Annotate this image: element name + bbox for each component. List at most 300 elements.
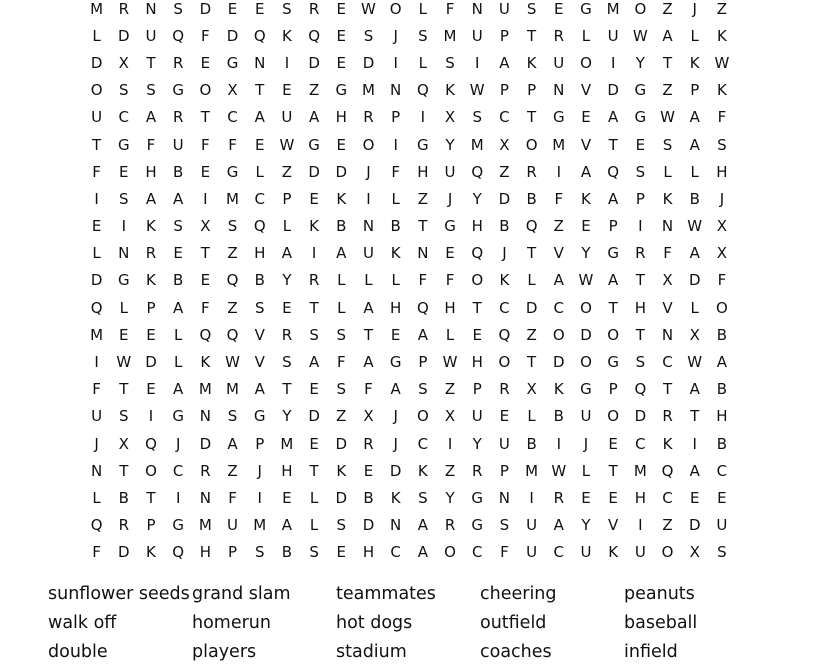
grid-letter: K — [390, 244, 401, 263]
grid-letter: T — [363, 325, 374, 344]
grid-letter: O — [580, 298, 592, 317]
grid-letter: I — [121, 217, 126, 236]
grid-letter: E — [581, 108, 591, 127]
grid-letter: A — [363, 298, 374, 317]
grid-letter: G — [308, 135, 320, 154]
grid-letter: Q — [471, 244, 484, 263]
grid-letter: U — [471, 407, 483, 426]
grid-letter: G — [226, 53, 239, 72]
grid-letter: L — [581, 26, 591, 45]
word-item: grand slam — [192, 584, 291, 604]
grid-letter: G — [607, 353, 619, 372]
grid-letter: Z — [417, 189, 428, 208]
grid-letter: A — [173, 380, 184, 399]
grid-letter: M — [633, 461, 647, 480]
grid-letter: J — [692, 0, 697, 18]
grid-letter: E — [282, 81, 292, 100]
grid-letter: O — [199, 81, 212, 100]
grid-letter: X — [499, 135, 510, 154]
grid-letter: P — [282, 189, 292, 208]
grid-letter: Q — [253, 26, 266, 45]
grid-letter: N — [145, 0, 157, 18]
grid-letter: N — [417, 244, 429, 263]
grid-letter: E — [146, 325, 156, 344]
grid-letter: F — [92, 380, 101, 399]
grid-letter: H — [444, 298, 456, 317]
grid-letter: B — [173, 162, 184, 181]
grid-letter: D — [308, 162, 320, 181]
grid-letter: E — [119, 162, 129, 181]
grid-letter: Q — [498, 325, 511, 344]
grid-letter: R — [635, 244, 646, 263]
grid-letter: V — [580, 135, 592, 154]
grid-letter: Q — [226, 271, 239, 290]
grid-letter: Z — [336, 407, 347, 426]
grid-letter: A — [689, 135, 700, 154]
grid-letter: G — [117, 271, 130, 290]
grid-letter: I — [475, 53, 480, 72]
grid-letter: T — [282, 380, 292, 399]
grid-letter: N — [553, 81, 565, 100]
grid-letter: E — [254, 135, 265, 154]
grid-letter: G — [444, 217, 456, 236]
grid-letter: P — [635, 189, 645, 208]
grid-letter: F — [445, 0, 455, 18]
grid-letter: Y — [282, 407, 292, 426]
grid-letter: F — [418, 271, 428, 290]
grid-letter: S — [363, 26, 374, 45]
grid-letter: K — [309, 217, 320, 236]
grid-letter: D — [362, 53, 375, 72]
grid-letter: O — [362, 135, 375, 154]
grid-letter: R — [662, 407, 673, 426]
grid-letter: L — [418, 53, 428, 72]
grid-letter: L — [92, 26, 101, 45]
grid-letter: I — [393, 135, 398, 154]
grid-letter: U — [91, 108, 103, 127]
grid-letter: N — [199, 407, 211, 426]
grid-letter: E — [581, 488, 591, 507]
word-item: peanuts — [624, 584, 695, 604]
grid-letter: D — [199, 0, 212, 18]
grid-letter: C — [227, 108, 238, 127]
grid-letter: J — [257, 461, 262, 480]
grid-letter: B — [173, 271, 184, 290]
grid-letter: S — [717, 135, 727, 154]
grid-letter: Z — [227, 298, 238, 317]
grid-letter: T — [527, 26, 537, 45]
grid-letter: S — [662, 135, 673, 154]
grid-letter: Q — [471, 162, 484, 181]
grid-letter: Q — [416, 298, 429, 317]
grid-letter: A — [308, 353, 320, 372]
grid-letter: X — [716, 217, 728, 236]
grid-letter: R — [526, 162, 537, 181]
word-item: players — [192, 642, 257, 662]
grid-letter: D — [90, 271, 103, 290]
grid-letter: K — [281, 26, 292, 45]
word-item: infield — [624, 642, 678, 662]
grid-letter: W — [632, 26, 648, 45]
grid-letter: A — [689, 244, 700, 263]
grid-letter: U — [444, 162, 456, 181]
grid-letter: F — [201, 135, 210, 154]
grid-letter: Q — [172, 543, 185, 562]
grid-letter: H — [335, 108, 347, 127]
grid-letter: O — [580, 353, 592, 372]
grid-letter: S — [309, 543, 319, 562]
grid-letter: G — [172, 516, 184, 535]
grid-letter: Z — [227, 461, 238, 480]
grid-letter: D — [362, 516, 375, 535]
grid-letter: S — [119, 189, 129, 208]
grid-letter: G — [634, 81, 647, 100]
grid-letter: O — [145, 461, 157, 480]
grid-letter: J — [447, 189, 453, 208]
grid-letter: C — [499, 298, 510, 317]
grid-letter: A — [173, 189, 184, 208]
word-list — [48, 582, 768, 669]
word-item: cheering — [480, 584, 557, 604]
grid-letter: L — [391, 271, 400, 290]
grid-letter: K — [662, 434, 673, 453]
grid-letter: C — [118, 108, 130, 127]
grid-letter: N — [390, 516, 402, 535]
grid-letter: K — [336, 461, 347, 480]
grid-letter: A — [390, 380, 401, 399]
grid-letter: N — [254, 53, 266, 72]
word-item: double — [48, 642, 108, 662]
grid-letter: Q — [226, 325, 239, 344]
grid-letter: K — [445, 81, 455, 100]
grid-letter: U — [145, 26, 157, 45]
grid-letter: D — [199, 434, 212, 453]
grid-letter: E — [200, 162, 211, 181]
grid-letter: T — [662, 380, 673, 399]
grid-letter: J — [366, 162, 371, 181]
grid-letter: L — [309, 488, 319, 507]
grid-letter: Y — [581, 244, 591, 263]
grid-letter: Y — [445, 488, 455, 507]
grid-letter: U — [227, 516, 239, 535]
grid-letter: M — [606, 0, 620, 18]
grid-letter: E — [146, 380, 156, 399]
grid-letter: U — [362, 244, 374, 263]
grid-letter: O — [607, 407, 620, 426]
grid-letter: Z — [227, 244, 238, 263]
grid-letter: F — [201, 298, 210, 317]
grid-letter: R — [118, 516, 129, 535]
grid-letter: S — [119, 407, 129, 426]
grid-letter: S — [635, 353, 646, 372]
grid-letter: F — [228, 488, 237, 507]
grid-letter: F — [92, 543, 101, 562]
grid-letter: U — [498, 434, 510, 453]
grid-letter: Z — [444, 461, 456, 480]
grid-letter: H — [634, 298, 646, 317]
grid-letter: X — [227, 81, 238, 100]
grid-letter: Z — [308, 81, 320, 100]
grid-letter: V — [254, 353, 265, 372]
grid-letter: J — [393, 26, 398, 45]
grid-letter: T — [608, 461, 618, 480]
grid-letter: I — [203, 189, 208, 208]
grid-letter: K — [146, 271, 156, 290]
grid-letter: O — [525, 135, 538, 154]
grid-letter: D — [335, 488, 348, 507]
grid-letter: E — [309, 434, 319, 453]
grid-letter: J — [393, 407, 398, 426]
grid-letter: S — [418, 488, 428, 507]
grid-letter: I — [366, 189, 371, 208]
grid-letter: A — [608, 271, 619, 290]
grid-letter: L — [690, 26, 699, 45]
grid-letter: P — [418, 353, 428, 372]
grid-letter: D — [688, 516, 701, 535]
grid-letter: I — [529, 488, 534, 507]
grid-letter: L — [364, 271, 373, 290]
grid-letter: S — [173, 217, 183, 236]
grid-letter: X — [526, 380, 537, 399]
grid-letter: M — [280, 434, 294, 453]
grid-letter: E — [336, 0, 347, 18]
grid-letter: P — [499, 461, 509, 480]
grid-letter: I — [556, 162, 561, 181]
grid-letter: O — [634, 0, 647, 18]
grid-letter: A — [417, 543, 428, 562]
grid-letter: B — [336, 217, 347, 236]
grid-letter: K — [390, 488, 401, 507]
grid-letter: Z — [662, 0, 673, 18]
grid-letter: Z — [553, 217, 564, 236]
grid-letter: X — [118, 434, 129, 453]
grid-letter: R — [118, 0, 129, 18]
grid-letter: S — [227, 217, 238, 236]
grid-letter: K — [662, 189, 673, 208]
grid-letter: K — [608, 543, 619, 562]
grid-letter: N — [471, 0, 483, 18]
grid-letter: J — [175, 434, 181, 453]
grid-letter: D — [553, 353, 565, 372]
grid-letter: C — [417, 434, 429, 453]
grid-letter: H — [390, 298, 402, 317]
grid-letter: C — [390, 543, 401, 562]
grid-letter: D — [335, 162, 348, 181]
grid-letter: S — [146, 81, 156, 100]
grid-letter: U — [498, 0, 510, 18]
grid-letter: X — [444, 108, 456, 127]
grid-letter: T — [146, 488, 156, 507]
grid-letter: Z — [499, 162, 510, 181]
grid-letter: U — [580, 407, 592, 426]
grid-letter: Y — [472, 434, 482, 453]
grid-letter: E — [472, 325, 482, 344]
grid-letter: N — [498, 488, 511, 507]
grid-letter: P — [146, 298, 156, 317]
grid-letter: T — [309, 461, 319, 480]
grid-letter: I — [284, 53, 290, 72]
grid-letter: T — [690, 407, 700, 426]
grid-letter: K — [716, 26, 727, 45]
grid-letter: G — [172, 81, 184, 100]
grid-letter: R — [363, 108, 374, 127]
grid-letter: E — [336, 135, 347, 154]
grid-letter: G — [117, 135, 130, 154]
grid-letter: A — [254, 380, 265, 399]
grid-letter: E — [608, 434, 618, 453]
grid-letter: X — [716, 244, 728, 263]
grid-letter: T — [608, 298, 618, 317]
grid-letter: M — [552, 135, 566, 154]
grid-letter: R — [172, 53, 184, 72]
word-item: hot dogs — [336, 613, 413, 633]
grid-letter: U — [526, 543, 538, 562]
grid-letter: T — [418, 217, 428, 236]
grid-letter: I — [94, 353, 99, 372]
grid-letter: I — [692, 434, 697, 453]
grid-letter: S — [635, 162, 646, 181]
grid-letter: S — [282, 0, 292, 18]
grid-letter: G — [226, 162, 239, 181]
grid-letter: E — [91, 217, 102, 236]
grid-letter: F — [663, 244, 672, 263]
grid-letter: B — [553, 407, 564, 426]
grid-letter: I — [447, 434, 453, 453]
grid-letter: E — [689, 488, 700, 507]
grid-letter: F — [336, 353, 346, 372]
grid-letter: W — [361, 0, 376, 18]
grid-letter: C — [662, 353, 673, 372]
grid-letter: Y — [472, 189, 482, 208]
grid-letter: V — [662, 298, 673, 317]
grid-letter: G — [389, 353, 402, 372]
grid-letter: L — [255, 162, 264, 181]
grid-letter: B — [281, 543, 293, 562]
grid-letter: A — [173, 298, 184, 317]
grid-letter: F — [92, 162, 101, 181]
grid-letter: D — [308, 407, 320, 426]
grid-letter: A — [145, 108, 157, 127]
grid-letter: P — [472, 380, 482, 399]
grid-letter: R — [553, 26, 564, 45]
grid-letter: D — [335, 434, 348, 453]
grid-letter: E — [499, 407, 510, 426]
grid-letter: G — [471, 516, 484, 535]
grid-letter: R — [363, 434, 374, 453]
word-item: walk off — [48, 613, 117, 633]
grid-letter: T — [662, 53, 673, 72]
grid-letter: P — [499, 81, 509, 100]
grid-letter: O — [552, 325, 565, 344]
grid-letter: W — [687, 217, 703, 236]
grid-letter: R — [172, 108, 184, 127]
grid-letter: X — [689, 325, 700, 344]
grid-letter: D — [634, 407, 647, 426]
grid-letter: B — [118, 488, 129, 507]
grid-letter: M — [226, 189, 239, 208]
grid-letter: E — [200, 53, 211, 72]
grid-letter: E — [309, 189, 319, 208]
grid-letter: W — [225, 353, 240, 372]
grid-letter: E — [309, 380, 319, 399]
grid-letter: E — [635, 135, 646, 154]
grid-letter: F — [364, 380, 373, 399]
grid-letter: O — [580, 53, 592, 72]
grid-letter: W — [714, 53, 730, 72]
grid-letter: K — [146, 217, 156, 236]
grid-letter: P — [391, 108, 401, 127]
grid-letter: Q — [416, 81, 429, 100]
grid-letter: J — [393, 434, 398, 453]
grid-letter: H — [634, 488, 646, 507]
grid-letter: M — [226, 380, 239, 399]
grid-letter: C — [499, 108, 510, 127]
grid-letter: C — [662, 488, 673, 507]
grid-letter: A — [716, 353, 728, 372]
grid-letter: S — [336, 325, 347, 344]
grid-letter: O — [661, 543, 674, 562]
grid-letter: O — [389, 0, 402, 18]
grid-letter: Y — [581, 516, 591, 535]
grid-letter: A — [499, 53, 510, 72]
grid-letter: S — [119, 81, 129, 100]
grid-letter: X — [363, 407, 374, 426]
grid-letter: N — [90, 461, 103, 480]
grid-letter: E — [363, 461, 374, 480]
grid-letter: M — [443, 26, 457, 45]
grid-letter: E — [445, 244, 455, 263]
grid-letter: G — [417, 135, 429, 154]
grid-letter: L — [92, 244, 101, 263]
grid-letter: U — [607, 26, 619, 45]
grid-letter: X — [662, 271, 673, 290]
grid-letter: E — [173, 244, 183, 263]
grid-letter: I — [94, 189, 99, 208]
grid-letter: I — [638, 217, 643, 236]
grid-letter: G — [634, 108, 647, 127]
grid-letter: Q — [90, 516, 103, 535]
grid-letter: B — [390, 217, 401, 236]
grid-letter: E — [390, 325, 401, 344]
grid-letter: L — [337, 271, 346, 290]
grid-letter: E — [200, 271, 211, 290]
grid-letter: A — [608, 108, 619, 127]
grid-letter: P — [228, 543, 238, 562]
grid-letter: Q — [308, 26, 320, 45]
grid-letter: Q — [90, 298, 103, 317]
grid-letter: N — [661, 325, 674, 344]
grid-letter: C — [471, 543, 483, 562]
grid-letter: M — [525, 461, 539, 480]
grid-letter: I — [175, 488, 181, 507]
grid-letter: Z — [444, 380, 456, 399]
grid-letter: O — [498, 353, 511, 372]
grid-letter: T — [635, 325, 645, 344]
grid-letter: B — [363, 488, 374, 507]
grid-letter: U — [91, 407, 103, 426]
grid-letter: C — [635, 434, 646, 453]
grid-letter: R — [308, 271, 320, 290]
letter-grid — [83, 0, 736, 566]
grid-letter: S — [418, 380, 428, 399]
grid-letter: G — [335, 81, 348, 100]
grid-letter: I — [148, 407, 154, 426]
grid-letter: Q — [199, 325, 212, 344]
grid-letter: T — [635, 271, 645, 290]
grid-letter: H — [362, 543, 375, 562]
grid-letter: B — [526, 434, 537, 453]
grid-letter: E — [336, 53, 347, 72]
